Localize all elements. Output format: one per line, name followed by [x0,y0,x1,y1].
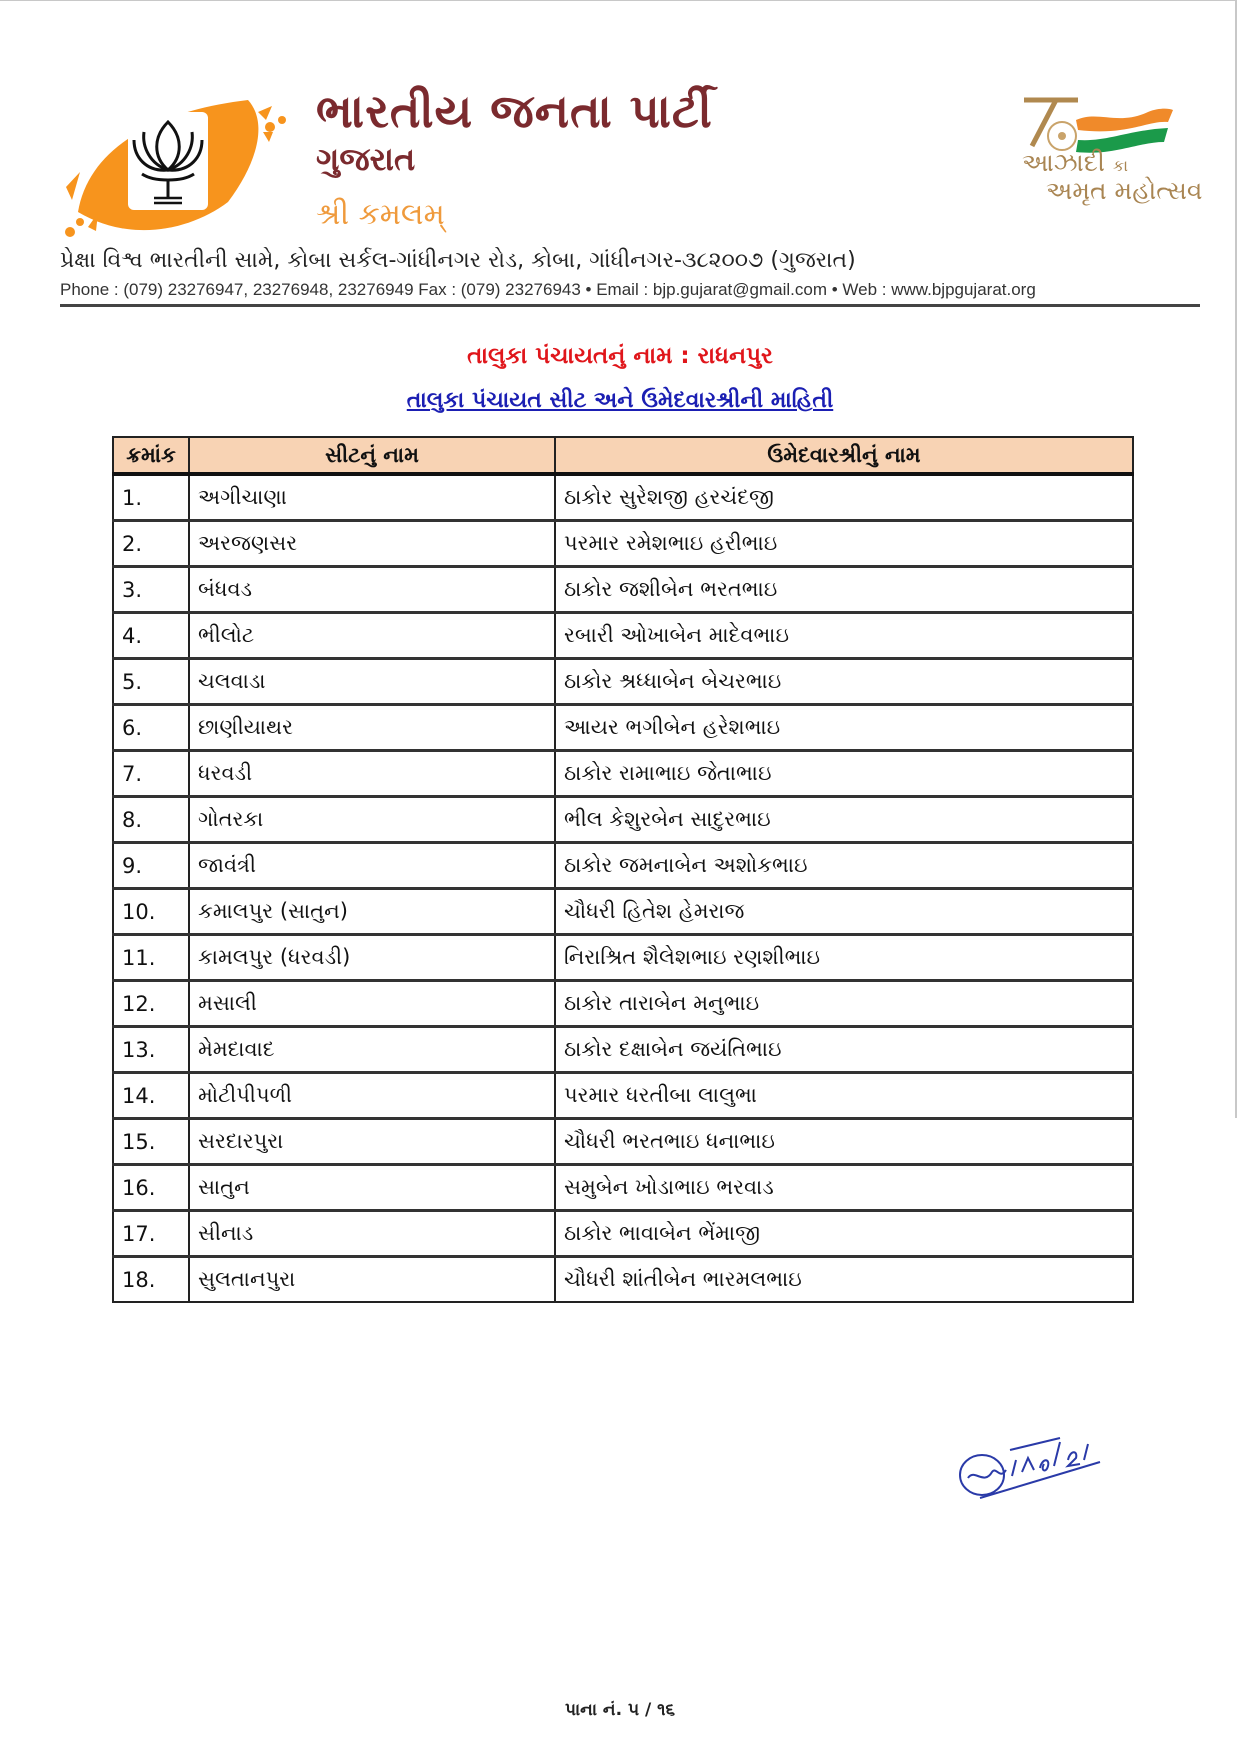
cell-candidate-name: ઠાકોર જશીબેન ભરતભાઇ [555,567,1133,613]
table-row [113,613,1133,659]
cell-serial-no: 10. [113,889,189,935]
header-seat-name: સીટનું નામ [189,437,555,474]
subtitle-text: તાલુકા પંચાયત સીટ અને ઉમેદવારશ્રીની માહિતી [406,388,834,413]
cell-candidate-name: રબારી ઓખાબેન માદેવભાઇ [555,613,1133,659]
table-row [113,797,1133,843]
cell-seat-name: ગોતરકા [189,797,555,843]
cell-serial-no: 6. [113,705,189,751]
cell-seat-name: મેમદાવાદ [189,1027,555,1073]
table-row [113,1257,1133,1303]
cell-serial-no: 9. [113,843,189,889]
table-row [113,659,1133,705]
table-row [113,751,1133,797]
table-row [113,935,1133,981]
cell-serial-no: 13. [113,1027,189,1073]
cell-candidate-name: પરમાર ધરતીબા લાલુભા [555,1073,1133,1119]
cell-candidate-name: ઠાકોર તારાબેન મનુભાઇ [555,981,1133,1027]
table-row [113,1165,1133,1211]
letterhead-divider [60,304,1200,307]
cell-seat-name: ધરવડી [189,751,555,797]
table-row [113,521,1133,567]
document-subtitle [0,390,1240,412]
cell-seat-name: જાવંત્રી [189,843,555,889]
cell-seat-name: મસાલી [189,981,555,1027]
cell-serial-no: 1. [113,474,189,521]
cell-candidate-name: આયર ભગીબેન હરેશભાઇ [555,705,1133,751]
table-row [113,981,1133,1027]
cell-serial-no: 17. [113,1211,189,1257]
cell-seat-name: કમાલપુર (સાતુન) [189,889,555,935]
table-row [113,1119,1133,1165]
cell-serial-no: 16. [113,1165,189,1211]
cell-candidate-name: ઠાકોર દક્ષાબેન જયંતિભાઇ [555,1027,1133,1073]
cell-seat-name: કામલપુર (ધરવડી) [189,935,555,981]
office-address: પ્રેક્ષા વિશ્વ ભારતીની સામે, કોબા સર્કલ-ગાંધીનગર રોડ, કોબા, ગાંધીનગર-૩૮૨૦૦૭ (ગુજરાત) [60,248,856,273]
cell-candidate-name: સમુબેન ખોડાભાઇ ભરવાડ [555,1165,1133,1211]
cell-candidate-name: ઠાકોર સુરેશજી હરચંદજી [555,474,1133,521]
cell-seat-name: સુલતાનપુરા [189,1257,555,1303]
cell-seat-name: અરજણસર [189,521,555,567]
cell-seat-name: છાણીયાથર [189,705,555,751]
header-candidate-name: ઉમેદવારશ્રીનું નામ [555,437,1133,474]
cell-seat-name: મોટીપીપળી [189,1073,555,1119]
table-row [113,889,1133,935]
cell-candidate-name: ઠાકોર રામાભાઇ જેતાભાઇ [555,751,1133,797]
table-header-row [113,437,1133,474]
table-row [113,843,1133,889]
bjp-lotus-logo-icon [58,92,298,242]
cell-serial-no: 11. [113,935,189,981]
signature-icon [950,1420,1130,1505]
header-serial-no: ક્રમાંક [113,437,189,474]
cell-seat-name: અગીચાણા [189,474,555,521]
cell-candidate-name: ચૌધરી શાંતીબેન ભારમલભાઇ [555,1257,1133,1303]
candidate-table [112,436,1134,1303]
cell-candidate-name: ઠાકોર જમનાબેન અશોકભાઇ [555,843,1133,889]
table-row [113,1073,1133,1119]
cell-candidate-name: ચૌધરી હિતેશ હેમરાજ [555,889,1133,935]
table-row [113,1211,1133,1257]
cell-serial-no: 5. [113,659,189,705]
cell-serial-no: 4. [113,613,189,659]
cell-candidate-name: ઠાકોર ભાવાબેન ભેંમાજી [555,1211,1133,1257]
cell-seat-name: બંધવડ [189,567,555,613]
cell-seat-name: સાતુન [189,1165,555,1211]
cell-serial-no: 8. [113,797,189,843]
contact-info: Phone : (079) 23276947, 23276948, 23276949 Fax : (079) 23276943 • Email : bjp.gujarat@gmail.com • Web : www.bjpgujarat.org [60,280,1036,299]
cell-serial-no: 15. [113,1119,189,1165]
cell-candidate-name: ઠાકોર શ્રધ્ધાબેન બેચરભાઇ [555,659,1133,705]
cell-serial-no: 18. [113,1257,189,1303]
cell-candidate-name: પરમાર રમેશભાઇ હરીભાઇ [555,521,1133,567]
cell-candidate-name: નિરાશ્રિત શૈલેશભાઇ રણશીભાઇ [555,935,1133,981]
cell-candidate-name: ભીલ કેશુરબેન સાદુરભાઇ [555,797,1133,843]
azadi-text-line1: આઝાદી કા [1022,148,1129,177]
cell-serial-no: 3. [113,567,189,613]
office-name: શ્રી કમલમ્ [316,197,445,232]
cell-serial-no: 12. [113,981,189,1027]
cell-serial-no: 14. [113,1073,189,1119]
party-name: ભારતીય જનતા પાર્ટી [316,84,713,138]
table-row [113,474,1133,521]
state-name: ગુજરાત [316,140,416,178]
cell-seat-name: ભીલોટ [189,613,555,659]
cell-serial-no: 7. [113,751,189,797]
cell-serial-no: 2. [113,521,189,567]
table-row [113,1027,1133,1073]
taluka-panchayat-title: તાલુકા પંચાયતનું નામ : રાધનપુર [467,343,773,369]
cell-seat-name: સીનાડ [189,1211,555,1257]
cell-seat-name: ચલવાડા [189,659,555,705]
table-row [113,567,1133,613]
cell-seat-name: સરદારપુરા [189,1119,555,1165]
azadi-text-line2: અમૃત મહોત્સવ [1046,176,1203,205]
cell-candidate-name: ચૌધરી ભરતભાઇ ધનાભાઇ [555,1119,1133,1165]
page-number: પાના નં. ૫ / ૧૬ [564,1700,676,1720]
table-row [113,705,1133,751]
